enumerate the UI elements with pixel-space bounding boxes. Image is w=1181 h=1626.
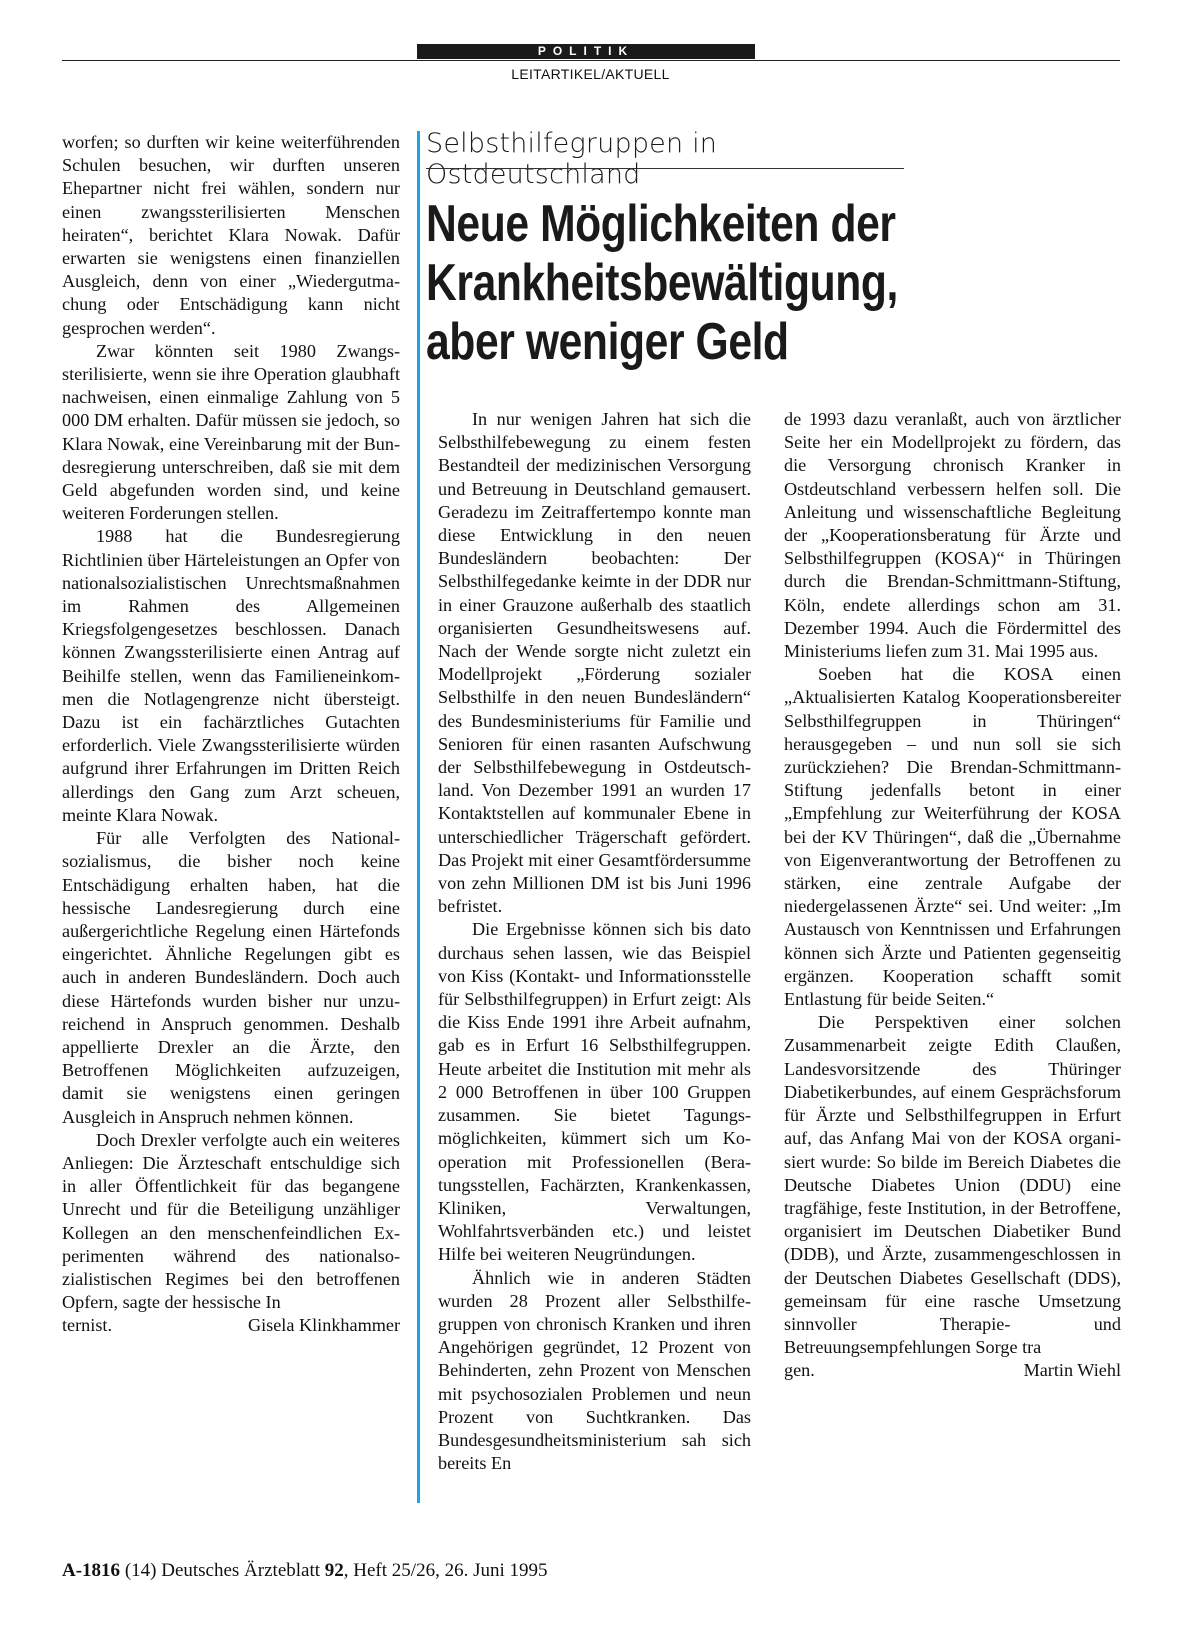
paragraph: Doch Drexler verfolgte auch ein weiteres Anliegen: Die Ärzteschaft entschuldige sich in aller Öffentlichkeit für das begangene Unrecht und für die Beteiligung unzähliger Kollegen an den menschenfeindlichen Experimenten während des nationalsozialistischen Regimes bei den betroffenen Opfern, sagte der hessische In — [62, 1129, 400, 1313]
paragraph: In nur wenigen Jahren hat sich die Selbsthilfebewegung zu einem festen Bestandteil der medizinischen Versorgung und Betreuung in Deutschland gemausert. Geradezu im Zeitraffertempo konnte man diese Entwicklung in den neuen Bundesländern beobachten: Der Selbsthilfegedanke keimte in der DDR nur in einer Grauzone außerhalb des staatlich organisierten Gesundheitswesens auf. Nach der Wende sorgte nicht zuletzt ein Modellprojekt „Förderung sozialer Selbsthilfe in den neuen Bundesländern“ des Bundesministeriums für Familie und Senioren für einen rasanten Aufschwung der Selbsthilfebewegung in Ostdeutschland. Von Dezember 1991 an wurden 17 Kontaktstellen auf kommunaler Ebene in unterschiedlicher Trägerschaft gefördert. Das Projekt mit einer Gesamtfördersumme von zehn Millionen DM ist bis Juni 1996 befristet. — [438, 409, 751, 917]
paragraph: de 1993 dazu veranlaßt, auch von ärztlicher Seite her ein Modellprojekt zu fördern, das die Versorgung chronisch Kranker in Ostdeutschland verbessern helfen soll. Die Anleitung und wissenschaftliche Begleitung der „Kooperationsberatung für Ärzte und Selbsthilfegruppen (KOSA)“ in Thüringen durch die Brendan-Schmittmann-Stiftung, Köln, endete allerdings schon am 31. Dezember 1994. Auch die Fördermittel des Ministeriums liefen zum 31. Mai 1995 aus. — [784, 409, 1121, 662]
author-signature: Martin Wiehl — [1023, 1360, 1121, 1381]
footer-issue: , Heft 25/26, 26. Juni 1995 — [343, 1560, 548, 1581]
paragraph-last-word: ternist. — [62, 1315, 113, 1336]
paragraph: Für alle Verfolgten des Nationalsozialismus, die bisher noch keine Entschädigung erhalten haben, hat die hessische Landesregierung durch eine außergerichtliche Regelung einen Härtefonds eingerichtet. Ähnliche Regelungen gibt es auch in anderen Bundesländern. Doch auch diese Härtefonds wurden bisher nur unzureichend in Anspruch genommen. Deshalb appellierte Drexler an die Ärzte, den Betroffenen Möglichkeiten aufzuzeigen, damit sie wenigstens einen geringen Ausgleich in Anspruch nehmen können. — [62, 828, 400, 1127]
article-headline — [426, 195, 1000, 372]
headline-line: Krankheitsbewältigung, — [426, 254, 898, 312]
paragraph: Die Perspektiven einer solchen Zusammenarbeit zeigte Edith Claußen, Landesvorsitzende des Thüringer Diabetikerbundes, auf einem Gesprächsforum für Ärzte und Selbsthilfegruppen in Erfurt auf, das Anfang Mai von der KOSA organisiert wurde: So bilde im Bereich Diabetes die Deutsche Diabetes Union (DDU) eine tragfähige, feste Institution, in der Betroffene, organisiert im Deutschen Diabetiker Bund (DDB), und Ärzte, zusammengeschlossen in der Deutschen Diabetes Gesellschaft (DDS), gemeinsam für eine rasche Umsetzung sinnvoller Therapie- und Betreuungsempfehlungen Sorge tra — [784, 1012, 1121, 1358]
article-column-1 — [62, 131, 400, 1338]
article-column-2 — [438, 408, 751, 1475]
headline-line: aber weniger Geld — [426, 313, 789, 371]
paragraph: Ähnlich wie in anderen Städten wurden 28 Prozent aller Selbsthilfegruppen von chronisch Kranken und ihren Angehörigen gegründet, 12 Prozent von Behinderten, zehn Prozent von Menschen mit psychosozialen Problemen und neun Prozent von Suchtkranken. Das Bundesgesundheitsministerium sah sich bereits En — [438, 1267, 751, 1474]
section-label: POLITIK — [417, 44, 755, 59]
article-column-3 — [784, 408, 1121, 1383]
page-number: A-1816 — [62, 1560, 121, 1581]
article-kicker: Selbsthilfegruppen in Ostdeutschland — [426, 128, 718, 190]
paragraph: 1988 hat die Bundesregierung Richtlinien über Härteleistungen an Opfer von nationalsozialistischen Unrechtsmaßnahmen im Rahmen des Allgemeinen Kriegsfolgengesetzes beschlossen. Danach können Zwangssterilisierte einen Antrag auf Beihilfe stellen, wenn das Familieneinkommen die Notlagengrenze nicht übersteigt. Dazu ist ein fachärztliches Gutachten erforderlich. Viele Zwangssterilisierte würden aufgrund ihrer Erfahrungen im Dritten Reich allerdings den Gang zum Arzt scheuen, meinte Klara Nowak. — [62, 526, 400, 825]
paragraph-end-with-author — [784, 1359, 1121, 1382]
subsection-label: LEITARTIKEL/AKTUELL — [511, 66, 670, 82]
paragraph: Die Ergebnisse können sich bis dato durchaus sehen lassen, wie das Beispiel von Kiss (Kontakt- und Informationsstelle für Selbsthilfegruppen) in Erfurt zeigt: Als die Kiss Ende 1991 ihre Arbeit aufnahm, gab es in Erfurt 16 Selbsthilfegruppen. Heute arbeitet die Institution mit mehr als 2 000 Betroffenen in über 100 Gruppen zusammen. Sie bietet Tagungsmöglichkeiten, kümmert sich um Kooperation mit Professionellen (Beratungsstellen, Fachärzten, Krankenkassen, Kliniken, Verwaltungen, Wohlfahrtsverbänden etc.) und leistet Hilfe bei weiteren Neugründungen. — [438, 919, 751, 1265]
headline-line: Neue Möglichkeiten der — [426, 195, 896, 253]
footer-journal: (14) Deutsches Ärzteblatt — [124, 1560, 321, 1581]
paragraph: Zwar könnten seit 1980 Zwangssterilisierte, wenn sie ihre Operation glaubhaft nachweisen, einen einmalige Zahlung von 5 000 DM erhalten. Dafür müssen sie jedoch, so Klara Nowak, eine Vereinbarung mit der Bundesregierung unterschreiben, daß sie mit dem Geld abgefunden worden sind, und keine weiteren Forderungen stellen. — [62, 340, 400, 524]
paragraph: Soeben hat die KOSA einen „Aktualisierten Katalog Kooperationsbereiter Selbsthilfegruppen in Thüringen“ herausgegeben – und nun soll sie sich zurückziehen? Die Brendan-Schmittmann-Stiftung jedenfalls betont in einer „Empfehlung zur Weiterführung der KOSA bei der KV Thüringen“, daß die „Übernahme von Eigenverantwortung der Betroffenen zu stärken, eine zentrale Aufgabe der niedergelassenen Ärzte“ sei. Und weiter: „Im Austausch von Kenntnissen und Erfahrungen können sich Ärzte und Patienten gegenseitig ergänzen. Kooperation schafft somit Entlastung für beide Seiten.“ — [784, 664, 1121, 1010]
kicker-underline — [426, 168, 904, 169]
paragraph: worfen; so durften wir keine weiterführenden Schulen besuchen, wir durften unseren Ehepartner nicht frei wählen, sondern nur einen zwangssterilisierten Menschen heiraten“, berichtet Klara Nowak. Dafür erwarten sie wenigstens einen finanziellen Ausgleich, denn von einer „Wiedergutmachung oder Entschädigung kann nicht gesprochen werden“. — [62, 132, 400, 338]
footer-volume: 92 — [324, 1560, 344, 1581]
column-accent-rule — [417, 131, 420, 1503]
header-divider — [62, 60, 1120, 61]
paragraph-end-with-author — [62, 1314, 400, 1337]
page-footer — [62, 1560, 548, 1582]
author-signature: Gisela Klinkhammer — [247, 1315, 400, 1336]
paragraph-last-word: gen. — [784, 1360, 815, 1381]
page-header — [0, 0, 1181, 90]
